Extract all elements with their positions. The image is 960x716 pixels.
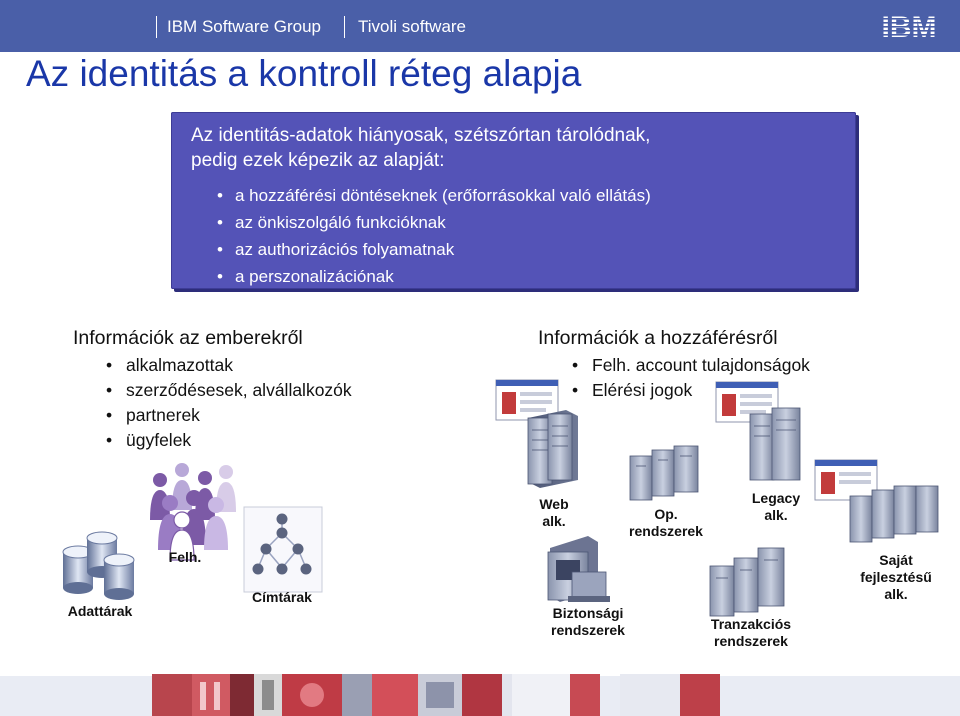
header-product: Tivoli software (358, 17, 467, 36)
web-app-server-icon (496, 380, 578, 488)
footer-photo-strip (0, 672, 960, 716)
box-bullet: • a hozzáférési döntéseknek (erőforrásokkal való ellátás) (235, 182, 651, 209)
people-item: • partnerek (126, 403, 352, 428)
label-op-line1: Op. (654, 506, 678, 522)
box-bullet: • az authorizációs folyamatnak (235, 236, 651, 263)
label-op-line2: rendszerek (629, 523, 703, 539)
label-tranzakcios (696, 616, 806, 650)
transaction-server-icon (710, 548, 784, 616)
access-item: • Elérési jogok (592, 378, 810, 403)
label-legacy-line2: alk. (764, 507, 788, 523)
box-lead-line2: pedig ezek képezik az alapját: (191, 150, 445, 171)
people-item: • ügyfelek (126, 428, 352, 453)
page-title: Az identitás a kontroll réteg alapja (26, 53, 582, 94)
label-sajat-line2: fejlesztésű (860, 569, 932, 585)
label-biztonsagi (538, 605, 638, 639)
box-bullet: • a perszonalizációnak (235, 263, 651, 290)
label-web-app (524, 496, 584, 530)
legacy-app-server-icon (716, 382, 800, 480)
access-item: • Felh. account tulajdonságok (592, 353, 810, 378)
people-item: • alkalmazottak (126, 353, 352, 378)
access-heading: Információk a hozzáférésről (538, 327, 778, 349)
people-heading: Információk az emberekről (73, 327, 303, 349)
box-bullet: • az önkiszolgáló funkcióknak (235, 209, 651, 236)
custom-app-server-icon (815, 460, 938, 542)
label-cimtarak: Címtárak (252, 589, 312, 605)
header-group: IBM Software Group (167, 17, 322, 36)
os-server-icon (630, 446, 698, 500)
people-item: • szerződésesek, alvállalkozók (126, 378, 352, 403)
label-felh: Felh. (168, 549, 202, 565)
label-biz-line2: rendszerek (551, 622, 625, 638)
security-system-icon (548, 536, 610, 602)
database-icon (63, 532, 134, 600)
label-sajat-line3: alk. (884, 586, 908, 602)
label-legacy-line1: Legacy (751, 490, 801, 506)
box-lead-line1: Az identitás-adatok hiányosak, szétszórtan tárolódnak, (191, 125, 651, 146)
label-adattarak: Adattárak (67, 603, 133, 619)
label-tranz-line2: rendszerek (714, 633, 788, 649)
label-sajat-line1: Saját (879, 552, 913, 568)
label-legacy-app (740, 490, 812, 524)
label-tranz-line1: Tranzakciós (710, 616, 792, 632)
users-group-icon (150, 463, 236, 560)
label-sajat (848, 552, 944, 603)
label-web-line1: Web (539, 496, 569, 512)
label-biz-line1: Biztonsági (552, 605, 624, 621)
directory-tree-icon (244, 507, 322, 592)
label-op-rendszerek (616, 506, 716, 540)
label-web-line2: alk. (542, 513, 566, 529)
